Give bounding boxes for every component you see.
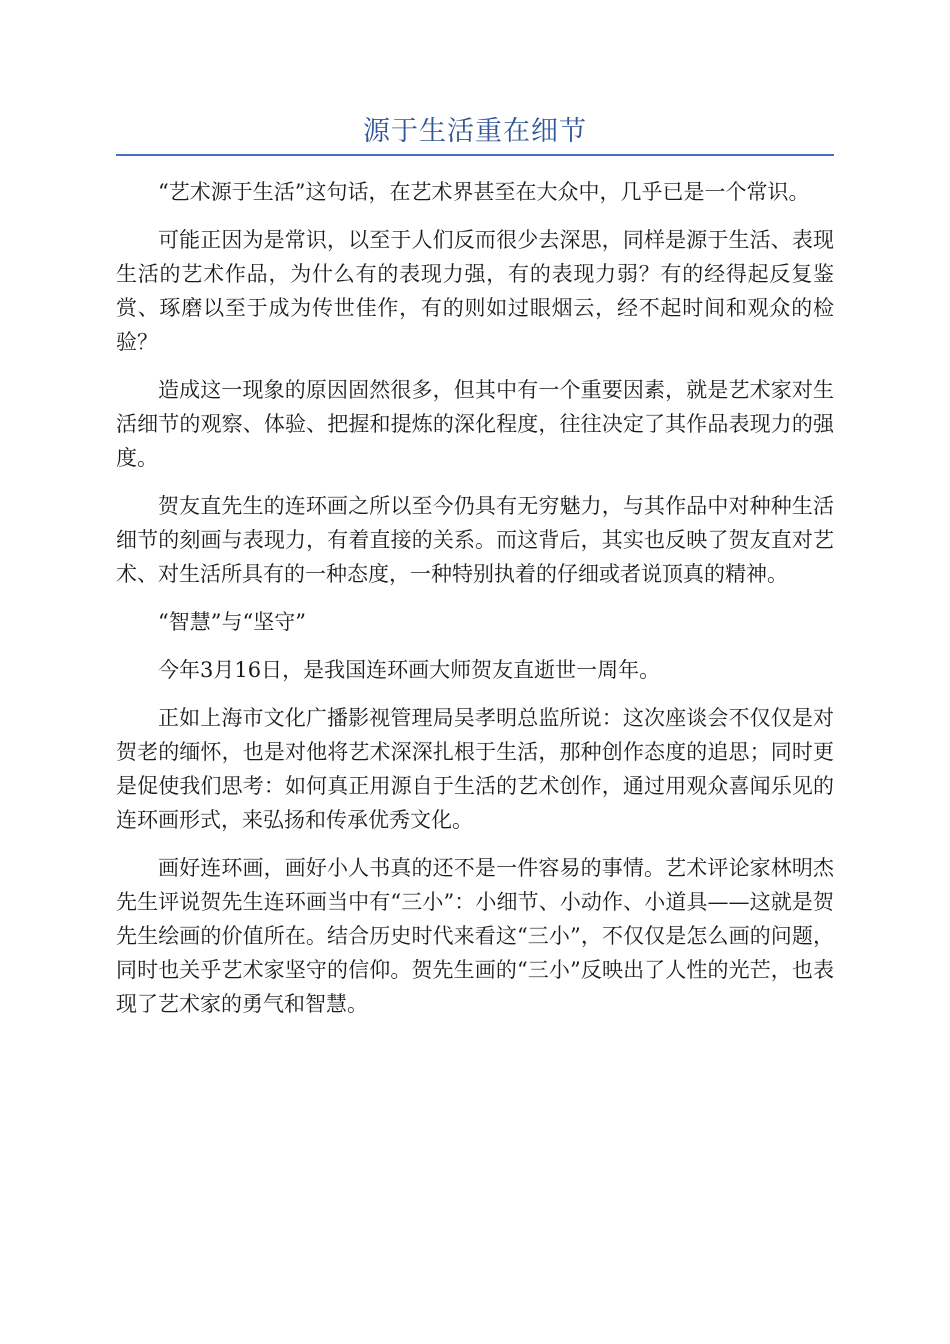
paragraph: 今年3月16日，是我国连环画大师贺友直逝世一周年。 — [158, 658, 661, 682]
section-heading: “智慧”与“坚守” — [158, 610, 306, 634]
document-title: 源于生活重在细节 — [363, 116, 587, 147]
paragraph: 可能正因为是常识，以至于人们反而很少去深思，同样是源于生活、表现生活的艺术作品，为什么有的表现力强，有的表现力弱？有的经得起反复鉴赏、琢磨以至于成为传世佳作，有的则如过眼烟云，经不起时间和观众的检验？ — [116, 228, 834, 354]
document-body — [116, 175, 834, 1021]
paragraph: “艺术源于生活”这句话，在艺术界甚至在大众中，几乎已是一个常识。 — [158, 180, 810, 204]
document-page — [116, 0, 834, 1035]
paragraph: 造成这一现象的原因固然很多，但其中有一个重要因素，就是艺术家对生活细节的观察、体验、把握和提炼的深化程度，往往决定了其作品表现力的强度。 — [116, 378, 834, 470]
title-underline — [116, 154, 834, 156]
paragraph: 贺友直先生的连环画之所以至今仍具有无穷魅力，与其作品中对种种生活细节的刻画与表现力，有着直接的关系。而这背后，其实也反映了贺友直对艺术、对生活所具有的一种态度，一种特别执着的仔细或者说顶真的精神。 — [116, 494, 834, 586]
paragraph: 正如上海市文化广播影视管理局吴孝明总监所说：这次座谈会不仅仅是对贺老的缅怀，也是对他将艺术深深扎根于生活，那种创作态度的追思；同时更是促使我们思考：如何真正用源自于生活的艺术创作，通过用观众喜闻乐见的连环画形式，来弘扬和传承优秀文化。 — [116, 706, 834, 832]
paragraph: 画好连环画，画好小人书真的还不是一件容易的事情。艺术评论家林明杰先生评说贺先生连环画当中有“三小”：小细节、小动作、小道具——这就是贺先生绘画的价值所在。结合历史时代来看这“三小”，不仅仅是怎么画的问题，同时也关乎艺术家坚守的信仰。贺先生画的“三小”反映出了人性的光芒，也表现了艺术家的勇气和智慧。 — [116, 856, 834, 1016]
